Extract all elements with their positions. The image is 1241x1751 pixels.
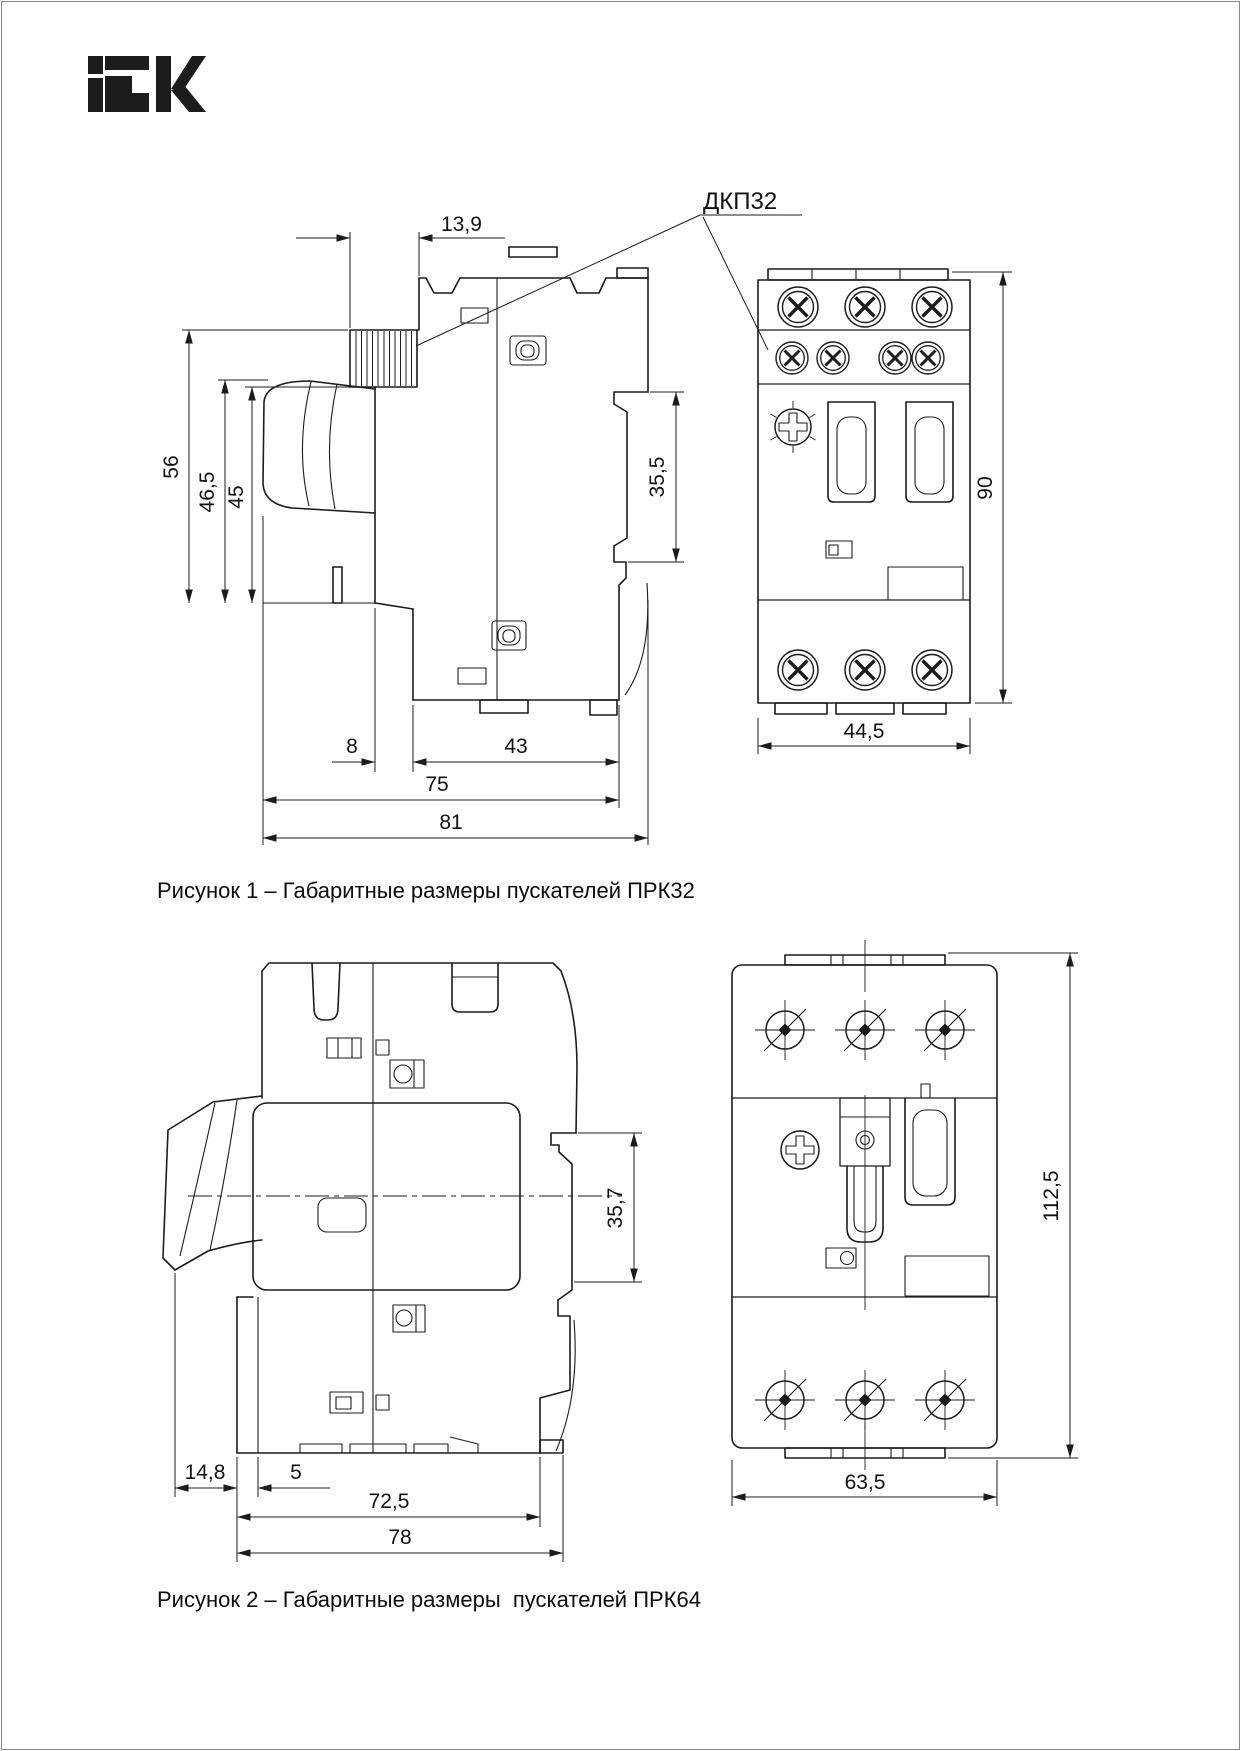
dim-depth-total: 81 <box>439 811 463 834</box>
terminal-screw <box>915 1000 975 1060</box>
dim-rail-height: 35,7 <box>604 1187 627 1229</box>
dim-rib-width: 13,9 <box>441 213 482 236</box>
rail-clip-spring <box>556 1320 575 1451</box>
stop-button <box>905 1084 955 1205</box>
state-indicator <box>826 1248 856 1268</box>
dim-front-height: 90 <box>974 476 997 500</box>
figure1-caption: Рисунок 1 – Габаритные размеры пускателей ПРК32 <box>157 878 695 903</box>
terminal-screw <box>778 287 818 327</box>
current-adjust-screw <box>781 1131 819 1169</box>
figure2-drawing <box>0 940 1241 1580</box>
current-adjust-dial <box>771 401 816 453</box>
prk32-side-dimensions <box>160 213 684 845</box>
prk32-front-body <box>758 280 970 703</box>
terminal-screw <box>915 1370 975 1430</box>
dim-knob-height: 46,5 <box>196 471 219 513</box>
aux-terminal-screw <box>776 342 808 374</box>
terminal-screw <box>845 650 885 690</box>
terminal-window-upper <box>510 336 546 365</box>
aux-terminal-screw <box>912 342 944 374</box>
terminal-screw <box>912 650 952 690</box>
callout-label: ДКП32 <box>703 188 778 215</box>
dim-depth-mid: 75 <box>425 773 449 796</box>
dim-front-offset: 8 <box>346 735 358 758</box>
front-foot-tab <box>333 567 342 603</box>
stop-button <box>906 402 953 502</box>
prk32-side-view <box>263 247 648 715</box>
operating-lever <box>163 1096 262 1270</box>
dim-front-width: 44,5 <box>843 720 885 743</box>
terminal-screw <box>778 650 818 690</box>
dim-front-height: 112,5 <box>1040 1170 1063 1222</box>
prk64-side-view <box>163 963 622 1453</box>
start-button <box>828 402 875 502</box>
dim-front-width: 63,5 <box>844 1471 886 1494</box>
label-area <box>888 567 963 600</box>
dim-rail-height: 35,5 <box>646 456 669 498</box>
aux-terminal-screw <box>879 342 911 374</box>
terminal-screw <box>755 1000 815 1060</box>
dim-total-height: 56 <box>160 455 183 479</box>
dim-depth-mid: 72,5 <box>368 1490 410 1513</box>
handle-tip <box>509 247 557 257</box>
figure2-caption: Рисунок 2 – Габаритные размеры пускателей ПРК64 <box>157 1587 701 1612</box>
prk32-front-view <box>758 269 970 714</box>
terminal-screw <box>845 287 885 327</box>
prk32-front-dimensions <box>758 272 1012 754</box>
aux-terminal-screw <box>817 342 849 374</box>
rotary-knob <box>263 381 375 513</box>
prk64-front-body <box>732 965 997 1448</box>
dim-front-offset: 5 <box>290 1461 302 1484</box>
dim-depth-total: 78 <box>388 1526 412 1549</box>
terminal-screw <box>835 1370 895 1430</box>
dim-body-depth: 43 <box>504 735 528 758</box>
dim-lever-offset: 14,8 <box>184 1461 226 1484</box>
label-area <box>905 1256 989 1296</box>
dim-body-height: 45 <box>225 485 248 509</box>
terminal-screw <box>835 1000 895 1060</box>
state-indicator <box>826 541 852 558</box>
prk64-front-dimensions <box>732 953 1078 1506</box>
prk64-front-view <box>732 940 997 1470</box>
figure1-drawing <box>0 0 1241 870</box>
rail-clip-spring <box>625 583 648 695</box>
terminal-screw <box>755 1370 815 1430</box>
terminal-screw <box>912 287 952 327</box>
